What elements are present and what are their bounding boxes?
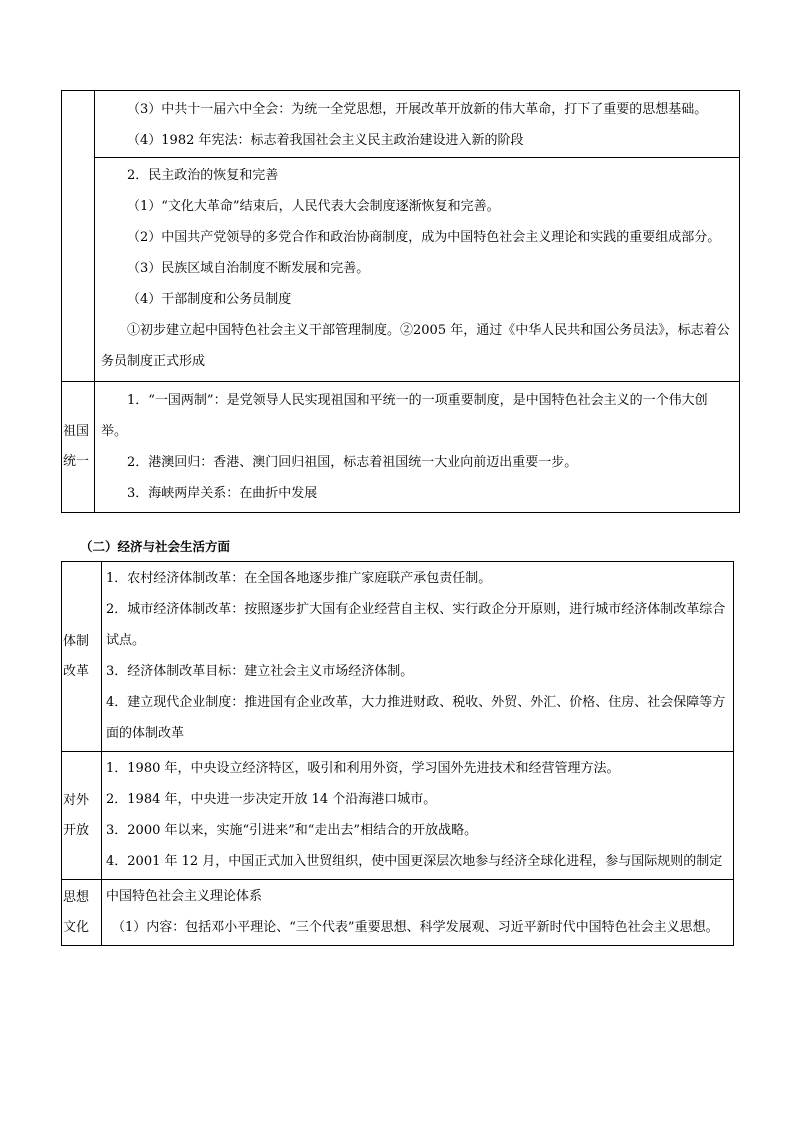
list-item: 1．“一国两制”：是党领导人民实现祖国和平统一的一项重要制度，是中国特色社会主义的一个伟大创举。 bbox=[101, 393, 708, 439]
list-item: 4．建立现代企业制度：推进国有企业改革，大力推进财政、税收、外贸、外汇、价格、住房、社会保障等方面的体制改革 bbox=[106, 695, 726, 741]
table-row bbox=[62, 880, 734, 946]
list-item: 1．1980 年，中央设立经济特区，吸引和利用外资，学习国外先进技术和经营管理方法。 bbox=[106, 761, 620, 776]
list-item: （2）中国共产党领导的多党合作和政治协商制度，成为中国特色社会主义理论和实践的重要组成部分。 bbox=[127, 230, 721, 245]
list-item: （3）中共十一届六中全会：为统一全党思想，开展改革开放新的伟大革命，打下了重要的思想基础。 bbox=[127, 102, 708, 117]
list-item: （3）民族区域自治制度不断发展和完善。 bbox=[127, 261, 370, 276]
list-item: （4）1982 年宪法：标志着我国社会主义民主政治建设进入新的阶段 bbox=[127, 133, 524, 148]
table-row bbox=[62, 158, 740, 382]
row-label: 对外开放 bbox=[62, 752, 102, 880]
list-item: 2．港澳回归：香港、澳门回归祖国，标志着祖国统一大业向前迈出重要一步。 bbox=[127, 455, 578, 470]
list-item: 3．海峡两岸关系：在曲折中发展 bbox=[127, 486, 318, 501]
list-item: 2．城市经济体制改革：按照逐步扩大国有企业经营自主权、实行政企分开原则，进行城市经济体制改革综合试点。 bbox=[106, 602, 726, 648]
list-item: 3．2000 年以来，实施“引进来”和“走出去”相结合的开放战略。 bbox=[106, 823, 478, 838]
list-item: （1）“文化大革命”结束后，人民代表大会制度逐渐恢复和完善。 bbox=[127, 199, 500, 214]
content-cell bbox=[102, 562, 734, 752]
list-item: 2．1984 年，中央进一步决定开放 14 个沿海港口城市。 bbox=[106, 792, 437, 807]
table-row bbox=[62, 382, 740, 513]
table-row bbox=[62, 562, 734, 752]
table-row bbox=[62, 91, 740, 158]
list-item: （1）内容：包括邓小平理论、“三个代表”重要思想、科学发展观、习近平新时代中国特色社会主义思想。 bbox=[112, 920, 719, 935]
row-label: 思想文化 bbox=[62, 880, 102, 946]
content-cell bbox=[95, 382, 740, 513]
list-item: 3．经济体制改革目标：建立社会主义市场经济体制。 bbox=[106, 664, 414, 679]
content-cell bbox=[95, 158, 740, 382]
content-cell bbox=[95, 91, 740, 158]
row-label-empty bbox=[62, 91, 95, 382]
list-item: 1．农村经济体制改革：在全国各地逐步推广家庭联产承包责任制。 bbox=[106, 571, 492, 586]
row-label: 祖国统一 bbox=[62, 382, 95, 513]
subheading: 2．民主政治的恢复和完善 bbox=[127, 168, 279, 183]
list-item: 中国特色社会主义理论体系 bbox=[106, 889, 263, 904]
list-item: 4．2001 年 12 月，中国正式加入世贸组织，使中国更深层次地参与经济全球化进程，参与国际规则的制定 bbox=[106, 854, 723, 869]
list-item: （4）干部制度和公务员制度 bbox=[127, 292, 292, 307]
content-cell bbox=[102, 752, 734, 880]
table-row bbox=[62, 752, 734, 880]
political-table bbox=[61, 90, 740, 513]
row-label: 体制改革 bbox=[62, 562, 102, 752]
economy-table bbox=[61, 561, 734, 946]
list-item: ①初步建立起中国特色社会主义干部管理制度。②2005 年，通过《中华人民共和国公务员法》，标志着公务员制度正式形成 bbox=[101, 323, 730, 369]
content-cell bbox=[102, 880, 734, 946]
section-heading: （二）经济与社会生活方面 bbox=[80, 539, 231, 554]
